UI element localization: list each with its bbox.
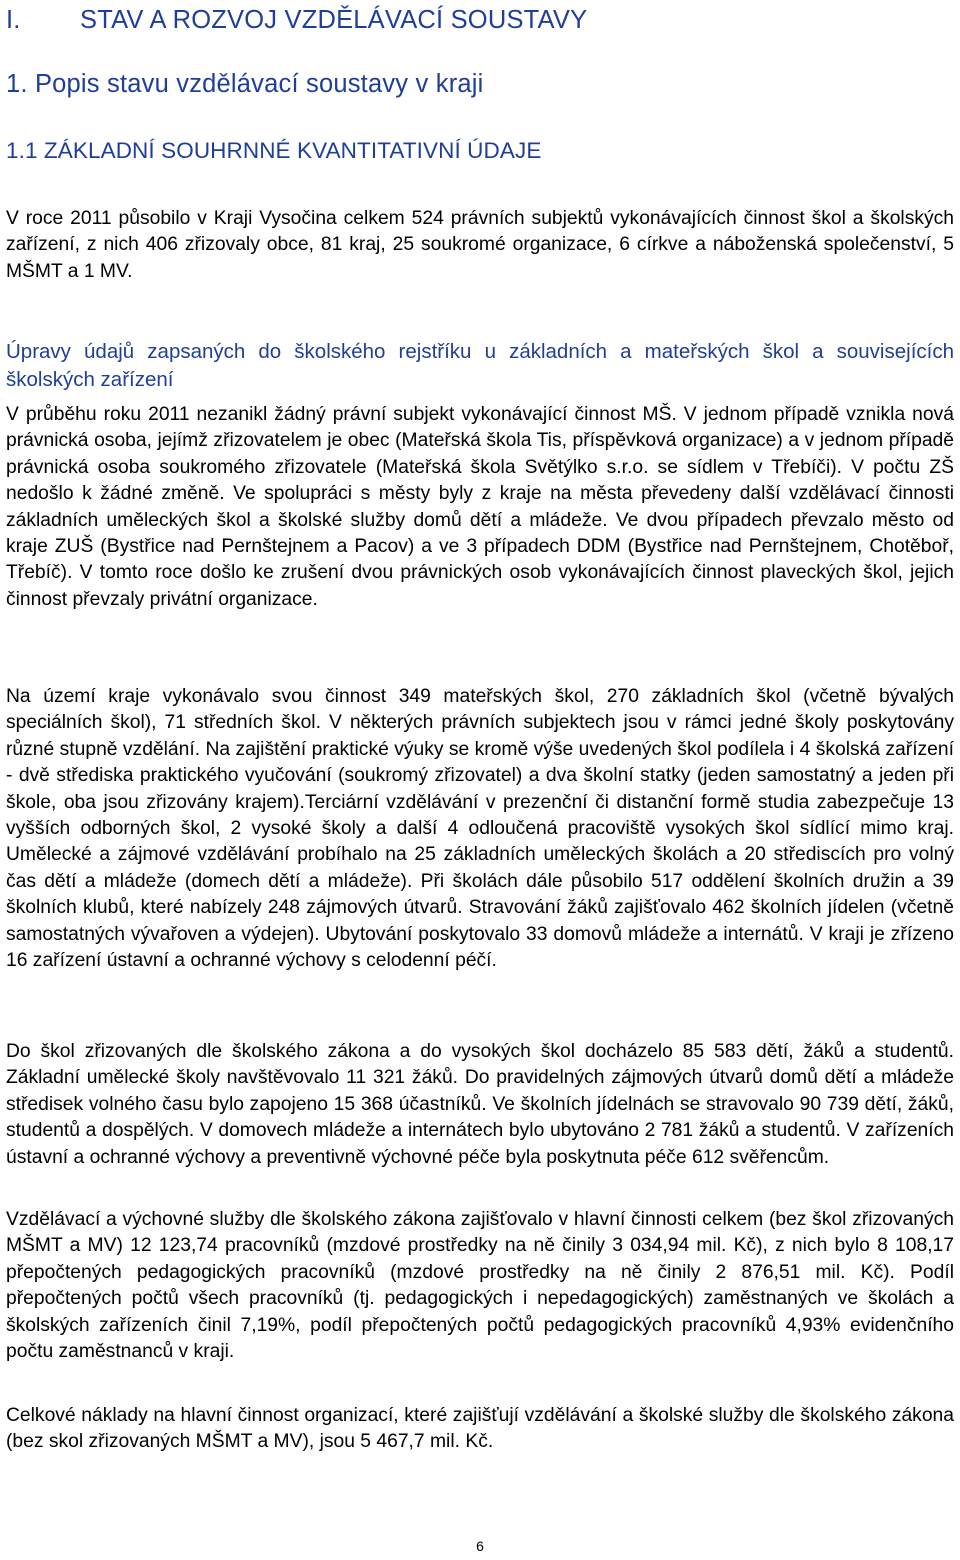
territory-paragraph: Na území kraje vykonávalo svou činnost 349 mateřských škol, 270 základních škol (včetně bývalých speciálních škol), 71 středních škol. V některých právních subjektech jsou v rámci jedné školy poskytovány různé stupně vzdělání. Na zajištění praktické výuky se kromě výše uvedených škol podílela i 4 školská zařízení - dvě střediska praktického vyučování (soukromý zřizovatel) a dva školní statky (jeden samostatný a jeden při škole, oba jsou zřizovány krajem).Terciární vzdělávání v prezenční či distanční formě studia zabezpečuje 13 vyšších odborných škol, 2 vysoké školy a další 4 odloučená pracoviště vysokých škol sídlící mimo kraj. Umělecké a zájmové vzdělávání probíhalo na 25 základních uměleckých školách a 20 střediscích pro volný čas dětí a mládeže (domech dětí a mládeže). Při školách dále působilo 517 oddělení školních družin a 39 školních klubů, které nabízely 248 zájmových útvarů. Stravování žáků zajišťovalo 462 školních jídelen (včetně samostatných vývařoven a výdejen). Ubytování poskytovalo 33 domovů mládeže a internátů. V kraji je zřízeno 16 zařízení ústavní a ochranné výchovy s celodenní péčí. — [6, 686, 954, 972]
costs-paragraph: Celkové náklady na hlavní činnost organizací, které zajišťují vzdělávání a školské služby dle školského zákona (bez skol zřizovaných MŠMT a MV), jsou 5 467,7 mil. Kč. — [6, 1405, 954, 1453]
section-heading: 1. Popis stavu vzdělávací soustavy v kraji — [6, 70, 484, 98]
intro-paragraph: V roce 2011 působilo v Kraji Vysočina celkem 524 právních subjektů vykonávajících činnost škol a školských zařízení, z nich 406 zřizovaly obce, 81 kraj, 25 soukromé organizace, 6 církve a náboženská společenství, 5 MŠMT a 1 MV. — [6, 208, 954, 282]
register-changes-paragraph: V průběhu roku 2011 nezanikl žádný právní subjekt vykonávající činnost MŠ. V jednom případě vznikla nová právnická osoba, jejímž zřizovatelem je obec (Mateřská škola Tis, příspěvková organizace) a v jednom případě právnická osoba soukromého zřizovatele (Mateřská škola Světýlko s.r.o. se sídlem v Třebíči). V počtu ZŠ nedošlo k žádné změně. Ve spolupráci s městy byly z kraje na města převedeny další vzdělávací činnosti základních uměleckých škol a školské služby domů dětí a mládeže. Ve dvou případech převzalo město od kraje ZUŠ (Bystřice nad Pernštejnem a Pacov) a ve 3 případech DDM (Bystřice nad Pernštejnem, Chotěboř, Třebíč). V tomto roce došlo ke zrušení dvou právnických osob vykonávajících činnost plaveckých škol, jejich činnost převzaly privátní organizace. — [6, 404, 954, 610]
register-changes-subheading: Úpravy údajů zapsaných do školského rejstříku u základních a mateřských škol a souvisejících školských zařízení — [6, 340, 954, 391]
chapter-number: I. — [6, 6, 21, 34]
chapter-title: STAV A ROZVOJ VZDĚLÁVACÍ SOUSTAVY — [80, 6, 588, 34]
subsection-heading: 1.1 ZÁKLADNÍ SOUHRNNÉ KVANTITATIVNÍ ÚDAJE — [6, 138, 542, 163]
chapter-heading — [6, 6, 587, 35]
page-number: 6 — [476, 1538, 484, 1554]
attendance-paragraph: Do škol zřizovaných dle školského zákona a do vysokých škol docházelo 85 583 dětí, žáků a studentů. Základní umělecké školy navštěvovalo 11 321 žáků. Do pravidelných zájmových útvarů domů dětí a mládeže středisek volného času bylo zapojeno 15 368 účastníků. Ve školních jídelnách se stravovalo 90 739 dětí, žáků, studentů a dospělých. V domovech mládeže a internátech bylo ubytováno 2 781 žáků a studentů. V zařízeních ústavní a ochranné výchovy a preventivně výchovné péče byla poskytnuta péče 612 svěřencům. — [6, 1041, 954, 1168]
staff-paragraph: Vzdělávací a výchovné služby dle školského zákona zajišťovalo v hlavní činnosti celkem (bez škol zřizovaných MŠMT a MV) 12 123,74 pracovníků (mzdové prostředky na ně činily 3 034,94 mil. Kč), z nich bylo 8 108,17 přepočtených pedagogických pracovníků (mzdové prostředky na ně činily 2 876,51 mil. Kč). Podíl přepočtených počtů všech pracovníků (tj. pedagogických i nepedagogických) zaměstnaných ve školách a školských zařízeních činil 7,19%, podíl přepočtených počtů pedagogických pracovníků 4,93% evidenčního počtu zaměstnanců v kraji. — [6, 1209, 954, 1363]
